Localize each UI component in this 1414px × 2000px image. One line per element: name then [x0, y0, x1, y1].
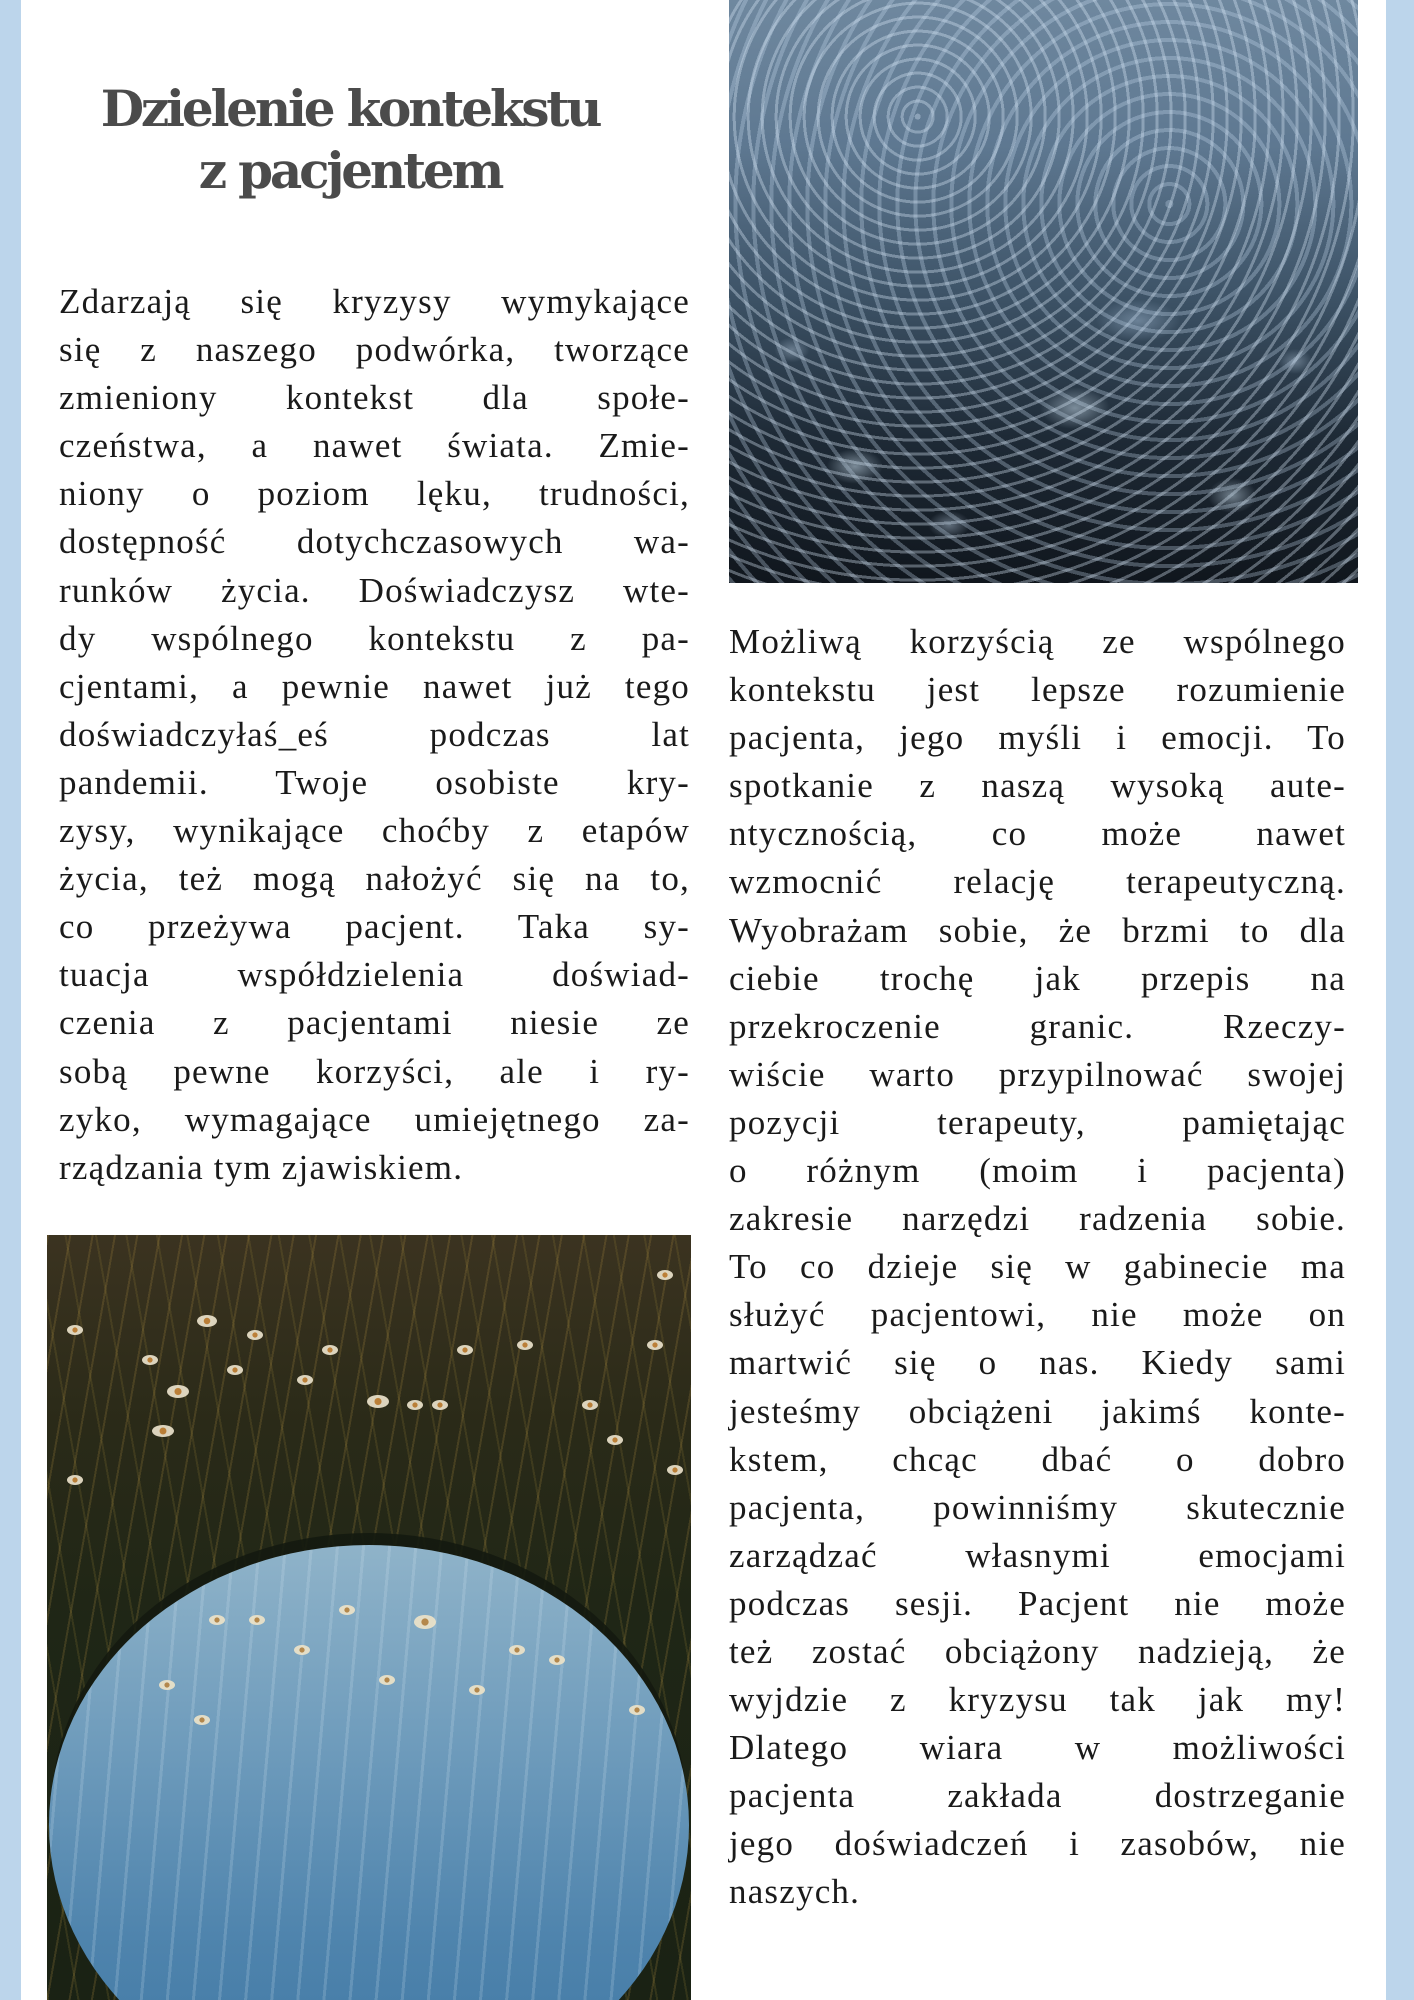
- crystals-photo: [729, 0, 1358, 583]
- text-line: Dlatego wiara w możliwości: [729, 1728, 1346, 1768]
- daisy-flower: [367, 1395, 389, 1408]
- daisy-flower: [457, 1345, 473, 1355]
- daisy-flower: [67, 1325, 83, 1335]
- text-line: czeństwa, a nawet świata. Zmie-: [59, 426, 690, 466]
- right-column-text: [729, 618, 1346, 1917]
- text-line: To co dzieje się w gabinecie ma: [729, 1247, 1346, 1287]
- text-line: dostępność dotychczasowych wa-: [59, 522, 690, 562]
- text-line: wyjdzie z kryzysu tak jak my!: [729, 1680, 1346, 1720]
- title-line: z pacjentem: [198, 141, 502, 200]
- daisy-flower: [657, 1270, 673, 1280]
- page-title: [60, 78, 640, 202]
- text-line: runków życia. Doświadczysz wte-: [59, 570, 690, 610]
- text-line: martwić się o nas. Kiedy sami: [729, 1343, 1346, 1383]
- daisy-flower: [667, 1465, 683, 1475]
- text-line: rządzania tym zjawiskiem.: [59, 1147, 464, 1187]
- right-page-border: [1386, 0, 1414, 2000]
- daisy-flower: [142, 1355, 158, 1365]
- daisy-flower: [227, 1365, 243, 1375]
- left-page-border: [0, 0, 21, 2000]
- text-line: jesteśmy obciążeni jakimś konte-: [729, 1391, 1346, 1431]
- text-line: się z naszego podwórka, tworzące: [59, 330, 690, 370]
- oval-mirror: [49, 1545, 689, 2000]
- daisy-flower: [247, 1330, 263, 1340]
- text-line: pacjenta, powinniśmy skutecznie: [729, 1487, 1346, 1527]
- text-line: zakresie narzędzi radzenia sobie.: [729, 1199, 1346, 1239]
- text-line: życia, też mogą nałożyć się na to,: [59, 859, 690, 899]
- text-line: kontekstu jest lepsze rozumienie: [729, 670, 1346, 710]
- text-line: zmieniony kontekst dla społe-: [59, 378, 690, 418]
- reflected-daisy: [379, 1675, 395, 1685]
- text-line: podczas sesji. Pacjent nie może: [729, 1583, 1346, 1623]
- text-line: co przeżywa pacjent. Taka sy-: [59, 907, 690, 947]
- text-line: przekroczenie granic. Rzeczy-: [729, 1006, 1346, 1046]
- text-line: naszych.: [729, 1872, 861, 1912]
- text-line: ciebie trochę jak przepis na: [729, 958, 1346, 998]
- text-line: też zostać obciążony nadzieją, że: [729, 1631, 1346, 1671]
- text-line: czenia z pacjentami niesie ze: [59, 1003, 690, 1043]
- text-line: niony o poziom lęku, trudności,: [59, 474, 690, 514]
- daisy-flower: [407, 1400, 423, 1410]
- text-line: doświadczyłaś_eś podczas lat: [59, 714, 690, 754]
- daisy-flower: [517, 1340, 533, 1350]
- reflected-daisy: [209, 1615, 225, 1625]
- text-line: zarządzać własnymi emocjami: [729, 1535, 1346, 1575]
- text-line: dy wspólnego kontekstu z pa-: [59, 618, 690, 658]
- text-line: ntycznością, co może nawet: [729, 814, 1346, 854]
- reflected-daisy: [339, 1605, 355, 1615]
- left-column-text: [59, 278, 690, 1192]
- daisy-flower: [647, 1340, 663, 1350]
- daisy-flower: [67, 1475, 83, 1485]
- text-line: pandemii. Twoje osobiste kry-: [59, 762, 690, 802]
- text-line: pacjenta, jego myśli i emocji. To: [729, 718, 1346, 758]
- reflected-daisy: [469, 1685, 485, 1695]
- reflected-daisy: [414, 1615, 436, 1629]
- reflected-daisy: [194, 1715, 210, 1725]
- text-line: Zdarzają się kryzysy wymykające: [59, 282, 690, 321]
- reflected-daisy: [549, 1655, 565, 1665]
- daisy-flower: [152, 1425, 174, 1437]
- reflected-daisy: [509, 1645, 525, 1655]
- text-line: wzmocnić relację terapeutyczną.: [729, 862, 1346, 902]
- reflected-daisy: [629, 1705, 645, 1715]
- text-line: służyć pacjentowi, nie może on: [729, 1295, 1346, 1335]
- text-line: pozycji terapeuty, pamiętając: [729, 1102, 1346, 1142]
- text-line: wiście warto przypilnować swojej: [729, 1054, 1346, 1094]
- daisy-flower: [297, 1375, 313, 1385]
- text-line: zyko, wymagające umiejętnego za-: [59, 1099, 690, 1139]
- text-line: spotkanie z naszą wysoką aute-: [729, 766, 1346, 806]
- reflected-daisy: [249, 1615, 265, 1625]
- text-line: Możliwą korzyścią ze wspólnego: [729, 622, 1346, 661]
- text-line: o różnym (moim i pacjenta): [729, 1151, 1346, 1191]
- daisy-flower: [432, 1400, 448, 1410]
- text-line: kstem, chcąc dbać o dobro: [729, 1439, 1346, 1479]
- text-line: cjentami, a pewnie nawet już tego: [59, 666, 690, 706]
- reflected-daisy: [159, 1680, 175, 1690]
- text-line: zysy, wynikające choćby z etapów: [59, 811, 690, 851]
- daisy-flower: [167, 1385, 189, 1398]
- text-line: pacjenta zakłada dostrzeganie: [729, 1776, 1346, 1816]
- daisies-mirror-photo: [47, 1235, 691, 2000]
- daisy-flower: [197, 1315, 217, 1327]
- reflected-daisy: [294, 1645, 310, 1655]
- daisy-flower: [582, 1400, 598, 1410]
- daisy-flower: [607, 1435, 623, 1445]
- title-line: Dzielenie kontekstu: [100, 79, 600, 138]
- text-line: sobą pewne korzyści, ale i ry-: [59, 1051, 690, 1091]
- text-line: tuacja współdzielenia doświad-: [59, 955, 690, 995]
- text-line: Wyobrażam sobie, że brzmi to dla: [729, 910, 1346, 950]
- text-line: jego doświadczeń i zasobów, nie: [729, 1824, 1346, 1864]
- daisy-flower: [322, 1345, 338, 1355]
